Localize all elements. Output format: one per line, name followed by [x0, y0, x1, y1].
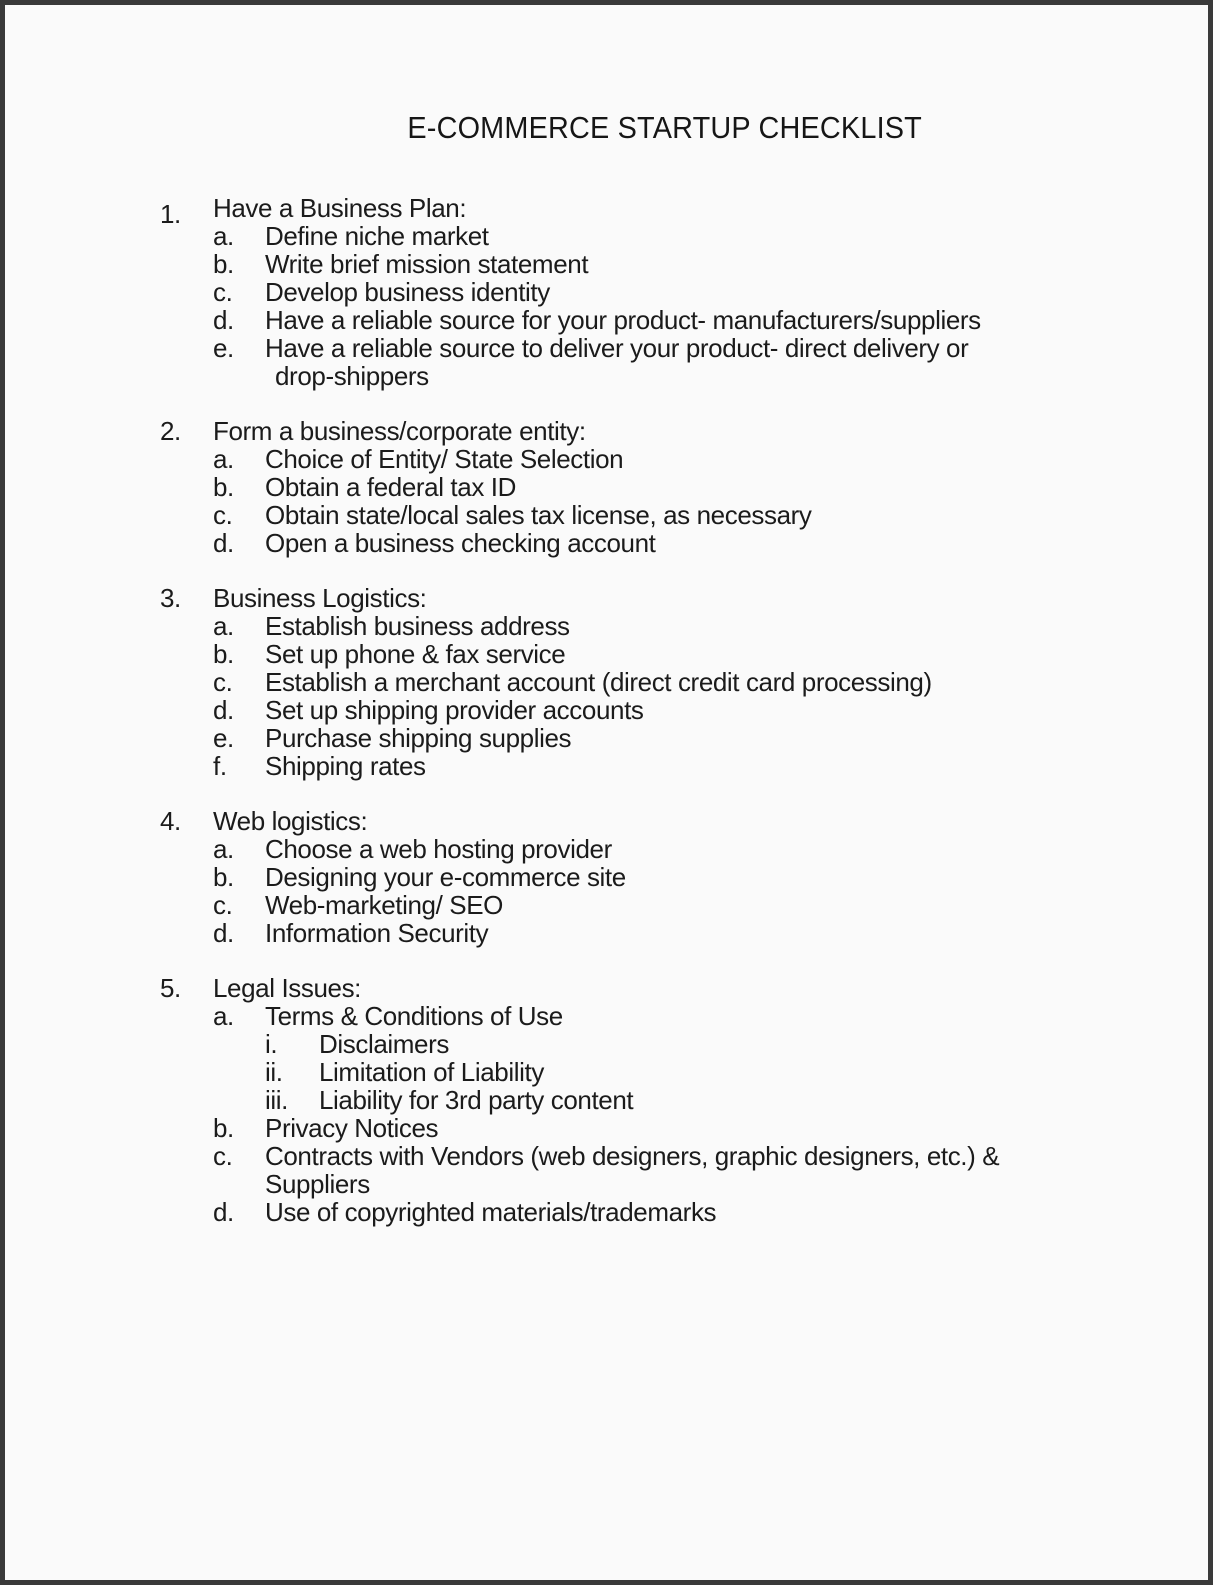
- page-title: [5, 110, 1208, 146]
- item-marker: b.: [213, 639, 234, 669]
- list-item-continuation: [5, 362, 1208, 390]
- item-text: Open a business checking account: [265, 528, 656, 558]
- section-label: Legal Issues:: [213, 973, 362, 1003]
- item-text: Obtain a federal tax ID: [265, 472, 516, 502]
- item-marker: c.: [213, 890, 233, 920]
- item-text: Choice of Entity/ State Selection: [265, 444, 624, 474]
- item-marker: d.: [213, 918, 234, 948]
- list-item: [5, 724, 1208, 752]
- item-text: Use of copyrighted materials/trademarks: [265, 1197, 717, 1227]
- checklist-section: [5, 194, 1208, 390]
- item-text: Set up phone & fax service: [265, 639, 566, 669]
- list-item: [5, 1114, 1208, 1142]
- list-item: [5, 473, 1208, 501]
- item-marker: c.: [213, 277, 233, 307]
- item-marker: a.: [213, 221, 234, 251]
- item-text: Set up shipping provider accounts: [265, 695, 644, 725]
- list-item: [5, 612, 1208, 640]
- list-item: [5, 752, 1208, 780]
- item-text: Have a reliable source to deliver your product- direct delivery or: [265, 333, 969, 363]
- section-number: 2.: [160, 416, 181, 446]
- item-marker: c.: [213, 667, 233, 697]
- item-marker: i.: [265, 1029, 278, 1059]
- list-item: [5, 306, 1208, 334]
- item-marker: d.: [213, 528, 234, 558]
- item-text: Disclaimers: [319, 1029, 449, 1059]
- list-item: [5, 250, 1208, 278]
- item-text: Shipping rates: [265, 751, 426, 781]
- item-marker: a.: [213, 444, 234, 474]
- checklist-section: [5, 584, 1208, 780]
- item-text: Purchase shipping supplies: [265, 723, 572, 753]
- section-head: [5, 417, 1208, 445]
- checklist: [5, 194, 1208, 1226]
- list-item: [5, 529, 1208, 557]
- item-marker: d.: [213, 695, 234, 725]
- item-marker: b.: [213, 249, 234, 279]
- item-marker: a.: [213, 834, 234, 864]
- item-marker: e.: [213, 333, 234, 363]
- list-item: [5, 919, 1208, 947]
- item-marker: a.: [213, 1001, 234, 1031]
- list-item: [5, 668, 1208, 696]
- item-marker: d.: [213, 305, 234, 335]
- section-head: [5, 584, 1208, 612]
- item-marker: c.: [213, 1141, 233, 1171]
- item-marker: b.: [213, 1113, 234, 1143]
- section-label: Form a business/corporate entity:: [213, 416, 586, 446]
- item-text: Obtain state/local sales tax license, as necessary: [265, 500, 812, 530]
- item-text: Terms & Conditions of Use: [265, 1001, 563, 1031]
- section-number: 5.: [160, 973, 181, 1003]
- item-marker: a.: [213, 611, 234, 641]
- item-text: Suppliers: [265, 1169, 370, 1199]
- section-number: 3.: [160, 583, 181, 613]
- item-text: drop-shippers: [275, 361, 429, 391]
- checklist-section: [5, 417, 1208, 557]
- item-marker: b.: [213, 472, 234, 502]
- list-item: [5, 445, 1208, 473]
- item-marker: d.: [213, 1197, 234, 1227]
- item-text: Limitation of Liability: [319, 1057, 544, 1087]
- checklist-section: [5, 974, 1208, 1226]
- item-text: Contracts with Vendors (web designers, graphic designers, etc.) &: [265, 1141, 1000, 1171]
- item-text: Web-marketing/ SEO: [265, 890, 503, 920]
- item-text: Designing your e-commerce site: [265, 862, 626, 892]
- item-marker: b.: [213, 862, 234, 892]
- item-marker: e.: [213, 723, 234, 753]
- list-item: [5, 1086, 1208, 1114]
- item-text: Develop business identity: [265, 277, 550, 307]
- list-item: [5, 696, 1208, 724]
- item-text: Have a reliable source for your product- manufacturers/suppliers: [265, 305, 981, 335]
- list-item: [5, 1030, 1208, 1058]
- list-item: [5, 863, 1208, 891]
- item-marker: f.: [213, 751, 227, 781]
- item-text: Define niche market: [265, 221, 489, 251]
- item-text: Establish a merchant account (direct credit card processing): [265, 667, 932, 697]
- section-number: 4.: [160, 806, 181, 836]
- list-item: [5, 640, 1208, 668]
- item-text: Establish business address: [265, 611, 570, 641]
- item-text: Choose a web hosting provider: [265, 834, 612, 864]
- list-item-continuation: [5, 1170, 1208, 1198]
- list-item: [5, 1198, 1208, 1226]
- item-text: Information Security: [265, 918, 489, 948]
- section-head: [5, 807, 1208, 835]
- list-item: [5, 1142, 1208, 1170]
- list-item: [5, 835, 1208, 863]
- list-item: [5, 334, 1208, 362]
- item-text: Write brief mission statement: [265, 249, 589, 279]
- item-text: Privacy Notices: [265, 1113, 439, 1143]
- list-item: [5, 1002, 1208, 1030]
- section-head: [5, 193, 1208, 229]
- section-head: [5, 974, 1208, 1002]
- item-marker: iii.: [265, 1085, 288, 1115]
- section-label: Web logistics:: [213, 806, 368, 836]
- section-number: 1.: [160, 199, 181, 229]
- item-text: Liability for 3rd party content: [319, 1085, 634, 1115]
- page-title-text: E-COMMERCE STARTUP CHECKLIST: [407, 110, 922, 145]
- item-marker: c.: [213, 500, 233, 530]
- section-label: Have a Business Plan:: [213, 193, 467, 223]
- list-item: [5, 1058, 1208, 1086]
- list-item: [5, 278, 1208, 306]
- checklist-section: [5, 807, 1208, 947]
- item-marker: ii.: [265, 1057, 283, 1087]
- section-label: Business Logistics:: [213, 583, 427, 613]
- list-item: [5, 501, 1208, 529]
- list-item: [5, 891, 1208, 919]
